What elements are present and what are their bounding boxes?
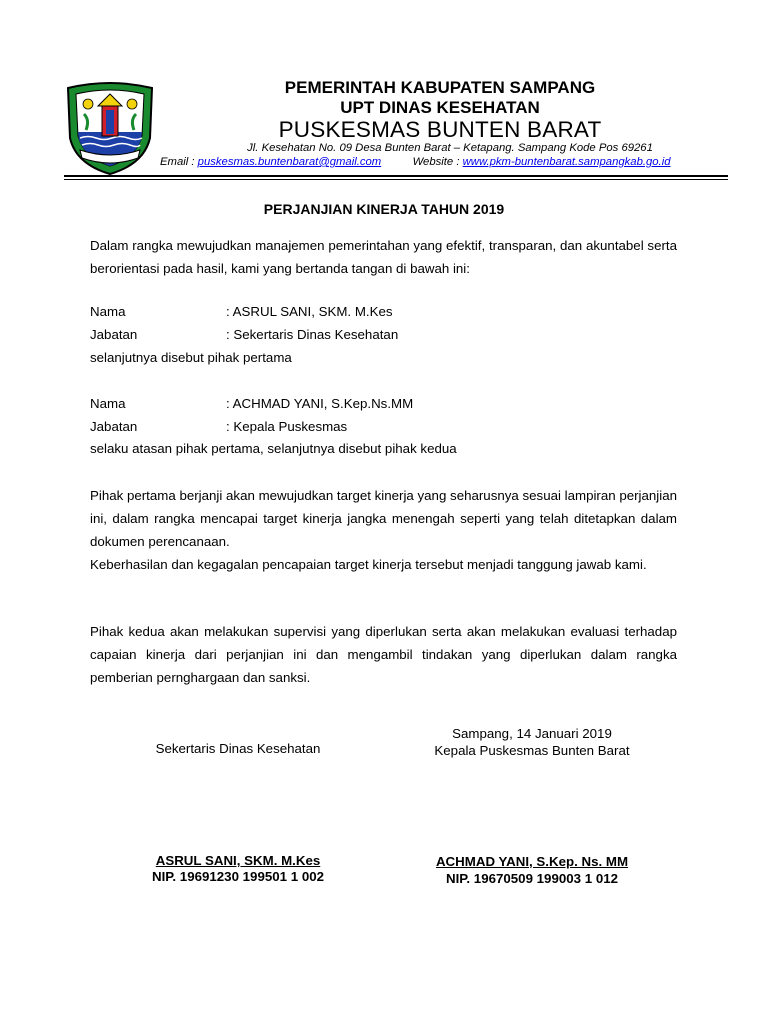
party2-note: selaku atasan pihak pertama, selanjutnya disebut pihak kedua <box>90 441 457 456</box>
signature-right-position: Kepala Puskesmas Bunten Barat <box>434 743 630 758</box>
commitment-paragraph: Pihak pertama berjanji akan mewujudkan target kinerja yang seharusnya sesuai lampiran perjanjian ini, dalam rangka mencapai target kinerja jangka menengah seperti yang telah ditetapkan dalam dokumen perencanaan. <box>90 488 677 549</box>
signature-right-name: ACHMAD YANI, S.Kep. Ns. MM <box>435 854 629 869</box>
party2-name-row <box>90 396 413 411</box>
party2-name-value: : ACHMAD YANI, S.Kep.Ns.MM <box>226 396 414 411</box>
signature-right-nip: NIP. 19670509 199003 1 012 <box>445 871 619 886</box>
letterhead-contact <box>160 156 740 168</box>
party1-name-label: Nama <box>90 304 126 319</box>
signature-left-nip: NIP. 19691230 199501 1 002 <box>151 869 325 884</box>
letterhead-divider-thin <box>64 179 728 180</box>
letterhead-department: UPT DINAS KESEHATAN <box>340 98 540 117</box>
letterhead-institution: PUSKESMAS BUNTEN BARAT <box>278 117 602 142</box>
letterhead-address: Jl. Kesehatan No. 09 Desa Bunten Barat – Ketapang. Sampang Kode Pos 69261 <box>247 142 653 154</box>
party1-name-row <box>90 304 393 319</box>
party1-note: selanjutnya disebut pihak pertama <box>90 350 292 365</box>
party2-position-row <box>90 419 347 434</box>
party2-position-label: Jabatan <box>90 419 138 434</box>
party1-position-value: : Sekertaris Dinas Kesehatan <box>226 327 399 342</box>
intro-paragraph: Dalam rangka mewujudkan manajemen pemerintahan yang efektif, transparan, dan akuntabel serta berorientasi pada hasil, kami yang bertanda tangan di bawah ini: <box>90 238 677 276</box>
regency-crest-logo <box>64 80 156 176</box>
letterhead-government: PEMERINTAH KABUPATEN SAMPANG <box>284 78 596 97</box>
responsibility-paragraph: Keberhasilan dan kegagalan pencapaian target kinerja tersebut menjadi tanggung jawab kami. <box>90 557 647 572</box>
email-label: Email : <box>160 156 198 168</box>
signature-right-date: Sampang, 14 Januari 2019 <box>452 726 612 741</box>
letterhead-divider-thick <box>64 175 728 177</box>
website-link[interactable]: www.pkm-buntenbarat.sampangkab.go.id <box>462 156 671 168</box>
party1-position-label: Jabatan <box>90 327 138 342</box>
signature-left-name: ASRUL SANI, SKM. M.Kes <box>155 853 321 868</box>
website-label: Website : <box>412 156 463 168</box>
party1-name-value: : ASRUL SANI, SKM. M.Kes <box>226 304 393 319</box>
supervision-paragraph: Pihak kedua akan melakukan supervisi yang diperlukan serta akan melakukan evaluasi terhadap capaian kinerja dari perjanjian ini dan mengambil tindakan yang diperlukan dalam rangka pemberian pernghargaan dan sanksi. <box>90 624 677 685</box>
party2-position-value: : Kepala Puskesmas <box>226 419 348 434</box>
document-title: PERJANJIAN KINERJA TAHUN 2019 <box>263 201 505 217</box>
party1-position-row <box>90 327 398 342</box>
signature-left-position: Sekertaris Dinas Kesehatan <box>155 741 321 756</box>
party2-name-label: Nama <box>90 396 126 411</box>
email-link[interactable]: puskesmas.buntenbarat@gmail.com <box>197 156 382 168</box>
